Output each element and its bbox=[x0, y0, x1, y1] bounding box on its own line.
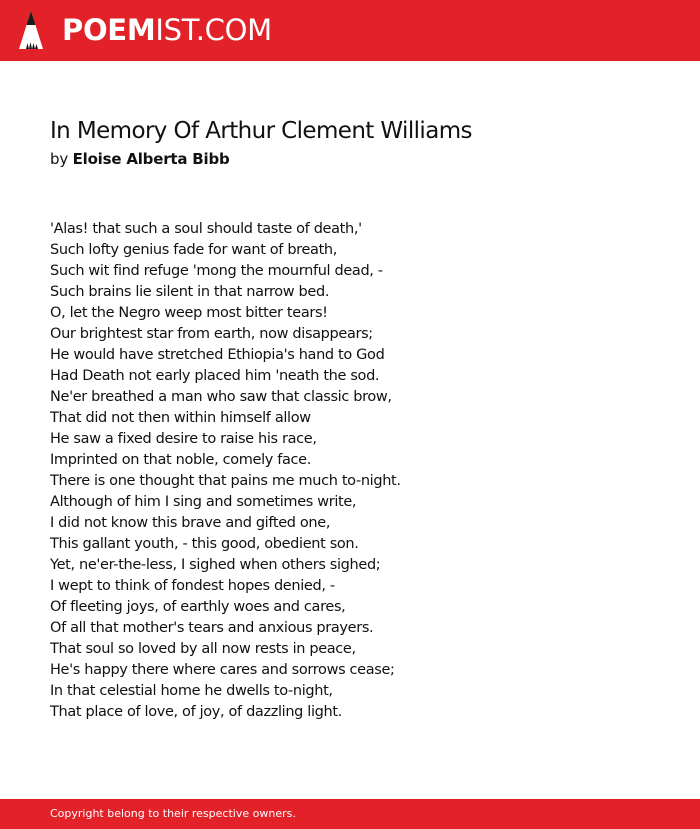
author-name: Eloise Alberta Bibb bbox=[72, 150, 230, 168]
byline bbox=[50, 149, 230, 169]
poem-line: 'Alas! that such a soul should taste of death,' bbox=[50, 221, 362, 237]
copyright-notice: Copyright belong to their respective owners. bbox=[50, 807, 296, 820]
logo-bold-text: POEM bbox=[62, 13, 156, 47]
logo-light-text: IST.COM bbox=[155, 13, 272, 47]
poem-line: Imprinted on that noble, comely face. bbox=[50, 452, 312, 468]
poem-line: This gallant youth, - this good, obedient son. bbox=[50, 536, 359, 552]
site-footer bbox=[0, 799, 700, 829]
poem-line: Such brains lie silent in that narrow bed. bbox=[50, 284, 330, 300]
poem-line: Ne'er breathed a man who saw that classic brow, bbox=[50, 389, 392, 405]
poem-line: Yet, ne'er-the-less, I sighed when others sighed; bbox=[50, 557, 381, 573]
poem-line: Of fleeting joys, of earthly woes and cares, bbox=[50, 599, 346, 615]
poem-line: That place of love, of joy, of dazzling light. bbox=[50, 704, 342, 720]
poem-line: There is one thought that pains me much to-night. bbox=[50, 473, 401, 489]
poem-line: Such lofty genius fade for want of breath, bbox=[50, 242, 338, 258]
poem-line: Of all that mother's tears and anxious prayers. bbox=[50, 620, 374, 636]
poem-title: In Memory Of Arthur Clement Williams bbox=[50, 118, 472, 144]
poem-line: In that celestial home he dwells to-night, bbox=[50, 683, 333, 699]
poem-line: He saw a fixed desire to raise his race, bbox=[50, 431, 317, 447]
poem-line: Although of him I sing and sometimes write, bbox=[50, 494, 357, 510]
site-header bbox=[0, 0, 700, 61]
poem-line: O, let the Negro weep most bitter tears! bbox=[50, 305, 328, 321]
pencil-tip-icon bbox=[18, 10, 44, 50]
site-logo[interactable] bbox=[62, 12, 272, 48]
poem-line: He would have stretched Ethiopia's hand to God bbox=[50, 347, 385, 363]
poem-line: He's happy there where cares and sorrows cease; bbox=[50, 662, 395, 678]
poem-line: I wept to think of fondest hopes denied, - bbox=[50, 578, 335, 594]
poem-line: That soul so loved by all now rests in peace, bbox=[50, 641, 356, 657]
poem-line: Our brightest star from earth, now disappears; bbox=[50, 326, 373, 342]
poem-body bbox=[50, 219, 401, 723]
poem-line: That did not then within himself allow bbox=[50, 410, 311, 426]
poem-line: Such wit find refuge 'mong the mournful dead, - bbox=[50, 263, 383, 279]
poem-line: I did not know this brave and gifted one, bbox=[50, 515, 331, 531]
by-label: by bbox=[50, 150, 68, 168]
poem-line: Had Death not early placed him 'neath the sod. bbox=[50, 368, 380, 384]
